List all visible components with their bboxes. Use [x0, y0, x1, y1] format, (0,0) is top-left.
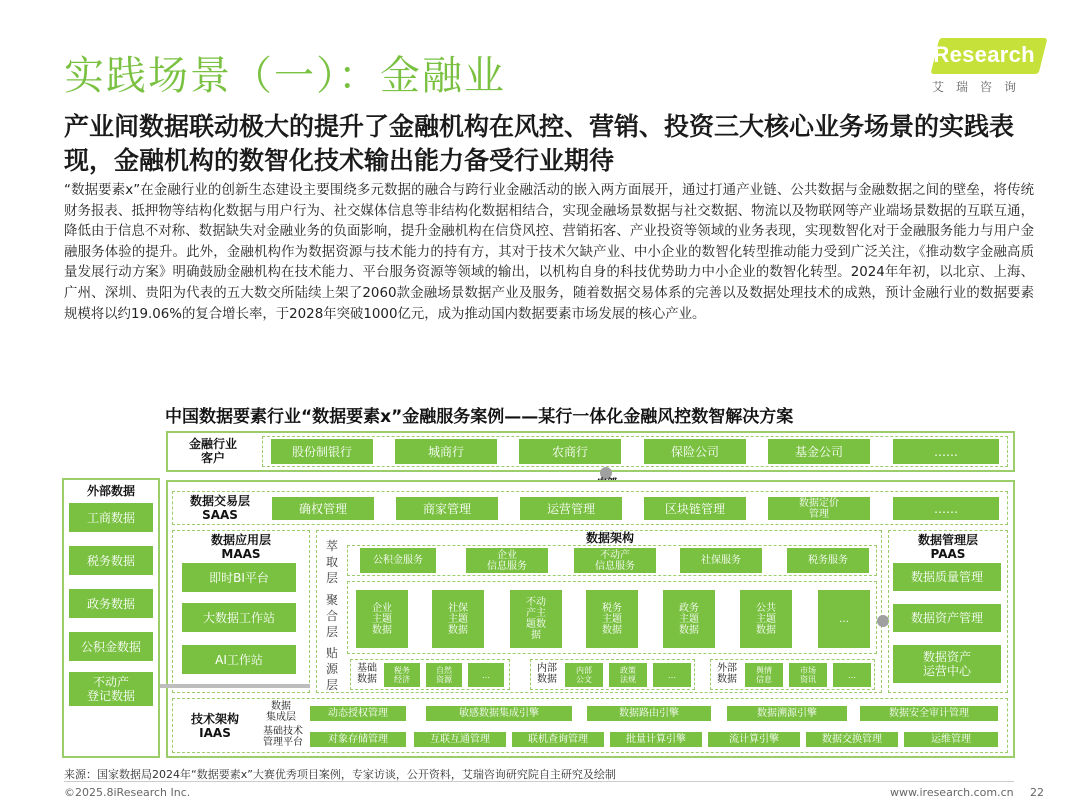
source-item: 自然 资源 — [426, 663, 462, 687]
integration-item: 动态授权管理 — [310, 706, 406, 721]
source-item: 市场 资讯 — [789, 663, 827, 687]
source-item: … — [653, 663, 691, 687]
source-item: 内部 公文 — [565, 663, 603, 687]
integration-layer-label: 数据 集成层 — [266, 701, 296, 723]
extract-item: 不动产 信息服务 — [574, 548, 656, 573]
base-tech-item: 对象存储管理 — [310, 732, 406, 747]
aggregate-item: 企业 主题 数据 — [356, 590, 408, 648]
integration-item: 数据安全审计管理 — [860, 706, 998, 721]
source-group-label: 基础 数据 — [357, 663, 377, 685]
external-data-item: 工商数据 — [69, 503, 153, 532]
base-tech-item: 数据交换管理 — [806, 732, 898, 747]
client-item: 保险公司 — [644, 439, 746, 464]
layer-label-aggregate: 聚 合 层 — [325, 593, 338, 639]
paas-item: 数据质量管理 — [893, 563, 1001, 591]
maas-label: 数据应用层 MAAS — [210, 533, 271, 561]
client-item: 农商行 — [519, 439, 621, 464]
saas-item: …… — [893, 497, 999, 520]
base-tech-item: 互联互通管理 — [414, 732, 506, 747]
source-group-label: 内部 数据 — [537, 663, 557, 685]
aggregate-item: 公共 主题 数据 — [740, 590, 792, 648]
client-item: …… — [893, 439, 999, 464]
saas-item: 数据定价 管理 — [768, 497, 870, 520]
maas-item: AI工作站 — [182, 645, 296, 674]
aggregate-item: 不动 产主 题数 据 — [510, 590, 562, 648]
source-item: 舆情 信息 — [745, 663, 783, 687]
clients-label: 金融行业 客户 — [188, 437, 237, 465]
paas-item: 数据资产管理 — [893, 604, 1001, 632]
layer-label-extract: 萃 取 层 — [325, 539, 338, 585]
source-group-label: 外部 数据 — [717, 663, 737, 685]
source-note: 来源：国家数据局2024年“数据要素x”大赛优秀项目案例，专家访谈，公开资料，艾瑞咨询研究院自主研究及绘制 — [64, 768, 616, 781]
extract-item: 社保服务 — [680, 548, 762, 573]
maas-item: 即时BI平台 — [182, 563, 296, 592]
aggregate-item: … — [818, 590, 870, 648]
saas-item: 区块链管理 — [644, 497, 746, 520]
saas-item: 运营管理 — [520, 497, 622, 520]
client-item: 基金公司 — [768, 439, 870, 464]
client-item: 城商行 — [395, 439, 497, 464]
paas-label: 数据管理层 PAAS — [917, 533, 978, 561]
base-tech-platform-label: 基础技术 管理平台 — [263, 726, 303, 748]
saas-label: 数据交易层 SAAS — [189, 494, 250, 522]
base-tech-item: 批量计算引擎 — [610, 732, 702, 747]
source-item: … — [833, 663, 871, 687]
diagram-title: 中国数据要素行业“数据要素x”金融服务案例——某行一体化金融风控数智解决方案 — [165, 407, 794, 427]
logo-text: iResearch — [927, 42, 1035, 67]
aggregate-item: 社保 主题 数据 — [432, 590, 484, 648]
source-item: 税务 经济 — [384, 663, 420, 687]
extract-item: 企业 信息服务 — [466, 548, 548, 573]
integration-item: 敏感数据集成引擎 — [426, 706, 572, 721]
integration-item: 数据路由引擎 — [587, 706, 711, 721]
external-data-item: 税务数据 — [69, 546, 153, 575]
external-data-item: 不动产 登记数据 — [69, 672, 153, 706]
footer-divider — [64, 781, 1014, 782]
base-tech-item: 运维管理 — [904, 732, 998, 747]
external-data-item: 公积金数据 — [69, 632, 153, 661]
external-data-label: 外部数据 — [86, 484, 135, 498]
arrow-external-to-internal — [160, 684, 310, 688]
paas-item: 数据资产 运营中心 — [893, 645, 1001, 683]
maas-item: 大数据工作站 — [182, 603, 296, 632]
saas-item: 确权管理 — [272, 497, 374, 520]
iaas-label: 技术架构 IAAS — [190, 712, 239, 740]
extract-item: 税务服务 — [787, 548, 869, 573]
source-item: 政策 法规 — [609, 663, 647, 687]
client-item: 股份制银行 — [271, 439, 373, 464]
page-title: 实践场景（一）：金融业 — [64, 53, 506, 99]
data-arch-label: 数据架构 — [585, 531, 634, 545]
base-tech-item: 流计算引擎 — [708, 732, 800, 747]
body-paragraph: “数据要素x”在金融行业的创新生态建设主要围绕多元数据的融合与跨行业金融活动的嵌入两方面展开，通过打通产业链、公共数据与金融数据之间的壁垒，将传统财务报表、抵押物等结构化数据与用户行为、社交媒体信息等非结构化数据相结合，实现金融场景数据与社交数据、物流以及物联网等产业端场景数据的互联互通，降低由于信息不对称、数据缺失对金融业务的负面影响，提升金融机构在信贷风控、营销拓客、产业投资等领域的业务表现，实现数智化对于金融服务能力与用户金融服务体验的提升。此外，金融机构作为数据资源与技术能力的持有方，其对于技术欠缺产业、中小企业的数智化转型推动能力受到广泛关注，《推动数字金融高质量发展行动方案》明确鼓励金融机构在技术能力、平台服务资源等领域的输出，以机构自身的科技优势助力中小企业的数智化转型。2024年年初，以北京、上海、广州、深圳、贵阳为代表的五大数交所陆续上架了2060款金融场景数据产业及服务，随着数据交易体系的完善以及数据处理技术的成熟，预计金融行业的数据要素规模将以约19.06%的复合增长率，于2028年突破1000亿元，成为推动国内数据要素市场发展的核心产业。 — [64, 183, 1034, 322]
aggregate-item: 税务 主题 数据 — [586, 590, 638, 648]
website-link[interactable]: www.iresearch.com.cn — [890, 786, 1014, 799]
base-tech-item: 联机查询管理 — [512, 732, 604, 747]
copyright: ©2025.8iResearch Inc. — [64, 786, 191, 799]
source-item: … — [468, 663, 504, 687]
external-data-item: 政务数据 — [69, 589, 153, 618]
page-number: 22 — [1030, 786, 1044, 799]
logo-subtext: 艾瑞咨询 — [932, 80, 1029, 94]
integration-item: 数据溯源引擎 — [727, 706, 847, 721]
layer-label-source: 贴 源 层 — [325, 646, 338, 692]
aggregate-item: 政务 主题 数据 — [663, 590, 715, 648]
iresearch-logo — [925, 38, 1045, 78]
saas-item: 商家管理 — [396, 497, 498, 520]
page-subtitle: 产业间数据联动极大的提升了金融机构在风控、营销、投资三大核心业务场景的实践表现，金融机构的数智化技术输出能力备受行业期待 — [64, 112, 1015, 175]
extract-item: 公积金服务 — [360, 548, 436, 573]
